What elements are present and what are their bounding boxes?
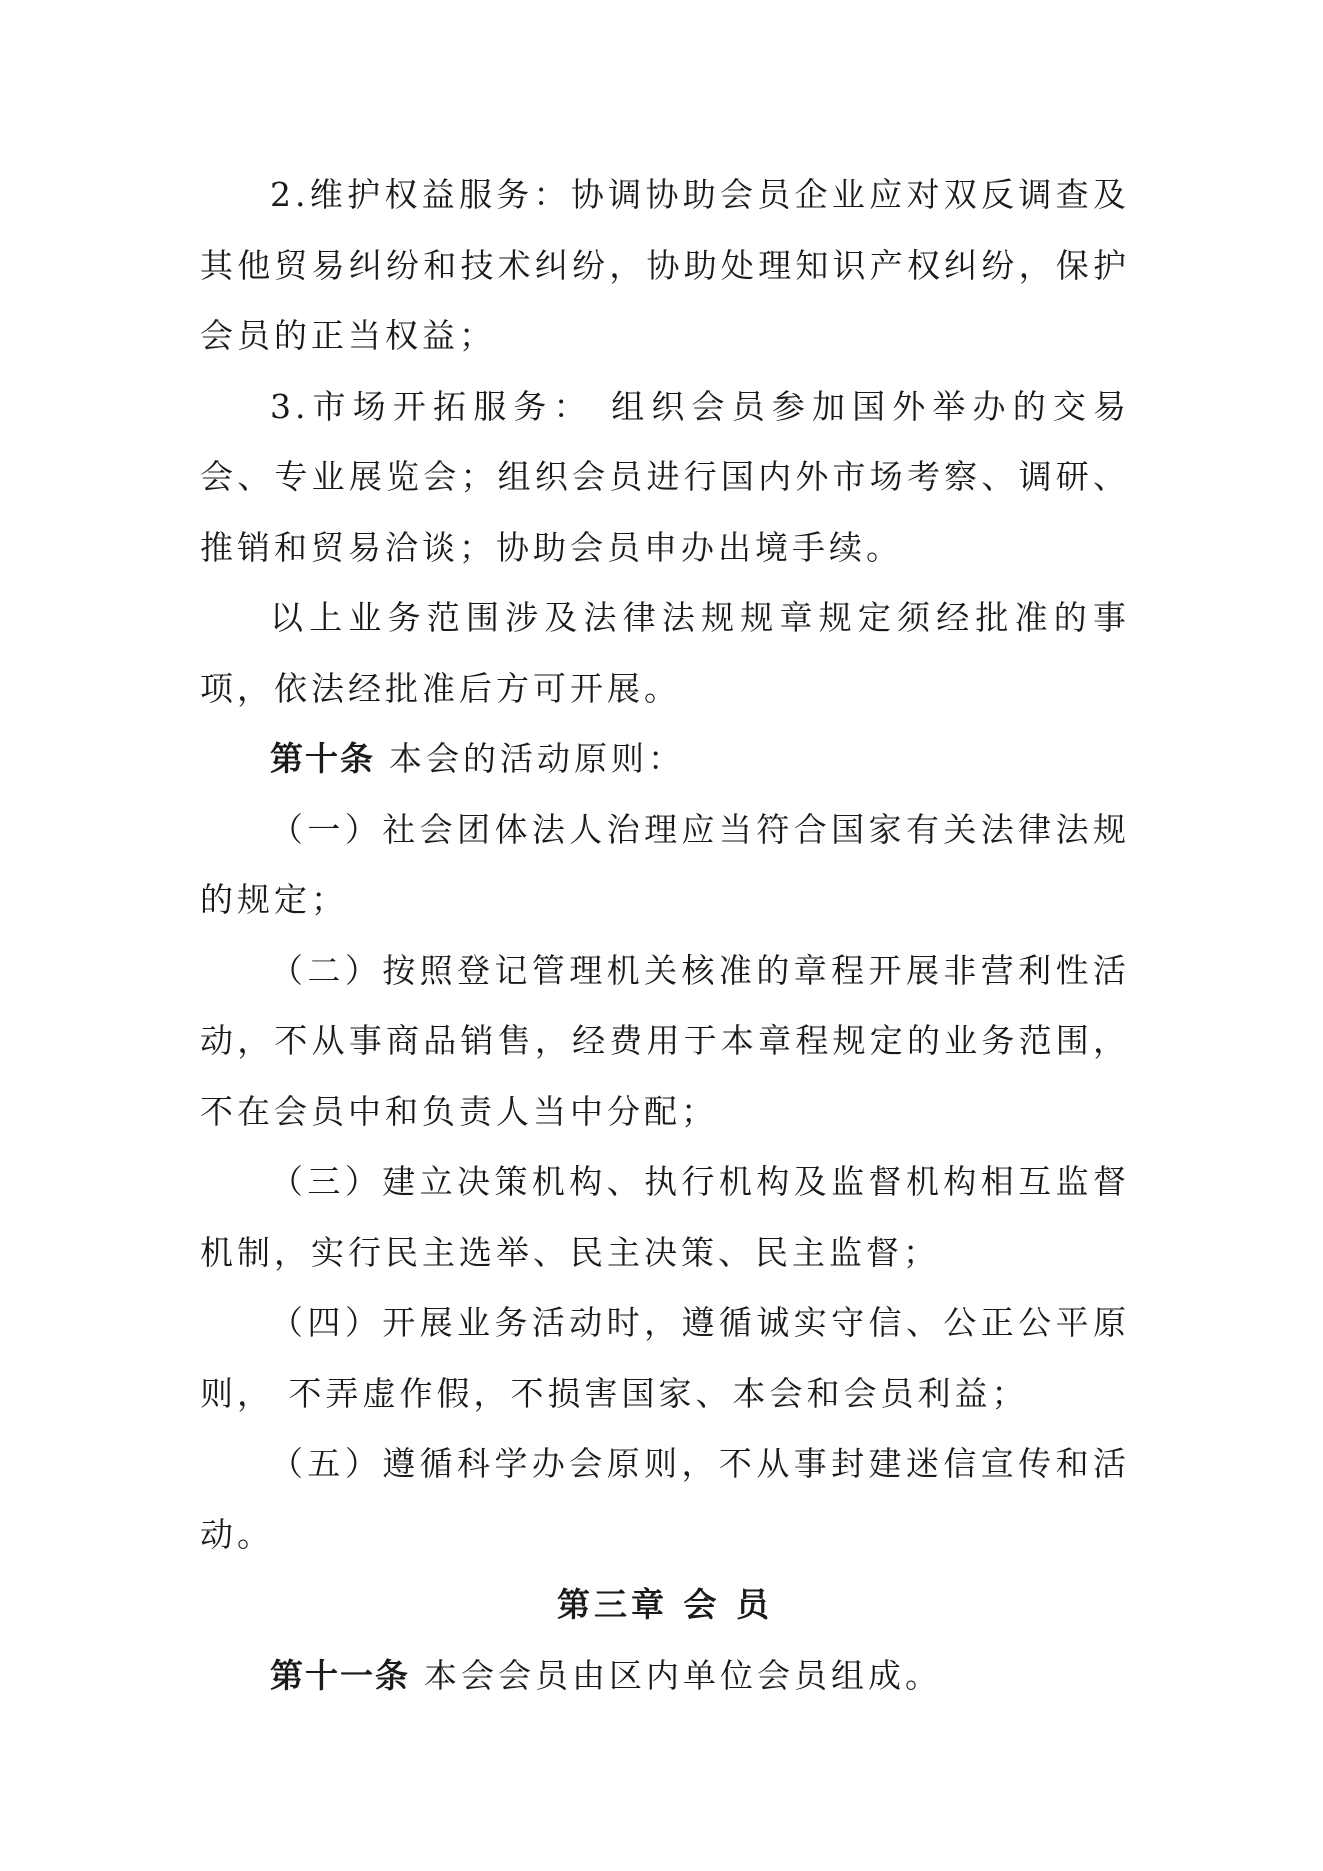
paragraph-market-service: 3.市场开拓服务： 组织会员参加国外举办的交易会、专业展览会；组织会员进行国内外市场考察、调研、推销和贸易洽谈；协助会员申办出境手续。 bbox=[200, 386, 1130, 567]
article-10-item-2: （二）按照登记管理机关核准的章程开展非营利性活动，不从事商品销售，经费用于本章程规定的业务范围，不在会员中和负责人当中分配； bbox=[200, 950, 1130, 1131]
article-11-heading: 第十一条 bbox=[270, 1655, 410, 1695]
paragraph-rights-service: 2.维护权益服务：协调协助会员企业应对双反调查及其他贸易纠纷和技术纠纷，协助处理知识产权纠纷，保护会员的正当权益； bbox=[200, 175, 1130, 355]
article-10 bbox=[200, 724, 1130, 795]
article-10-item-5: （五）遵循科学办会原则，不从事封建迷信宣传和活动。 bbox=[200, 1444, 1130, 1554]
paragraph-approval-note: 以上业务范围涉及法律法规规章规定须经批准的事项，依法经批准后方可开展。 bbox=[200, 598, 1130, 708]
article-10-text: 本会的活动原则： bbox=[389, 739, 685, 778]
article-10-item-1: （一）社会团体法人治理应当符合国家有关法律法规的规定； bbox=[200, 809, 1130, 919]
article-10-item-4: （四）开展业务活动时，遵循诚实守信、公正公平原则， 不弄虚作假，不损害国家、本会和会员利益； bbox=[200, 1303, 1130, 1413]
article-11 bbox=[200, 1641, 1130, 1712]
document-body bbox=[200, 160, 1130, 1711]
chapter-3-title: 第三章 会 员 bbox=[557, 1585, 773, 1624]
article-10-item-3: （三）建立决策机构、执行机构及监督机构相互监督机制，实行民主选举、民主决策、民主监督； bbox=[200, 1162, 1130, 1272]
article-10-heading: 第十条 bbox=[270, 739, 375, 778]
article-11-text: 本会会员由区内单位会员组成。 bbox=[424, 1655, 942, 1695]
